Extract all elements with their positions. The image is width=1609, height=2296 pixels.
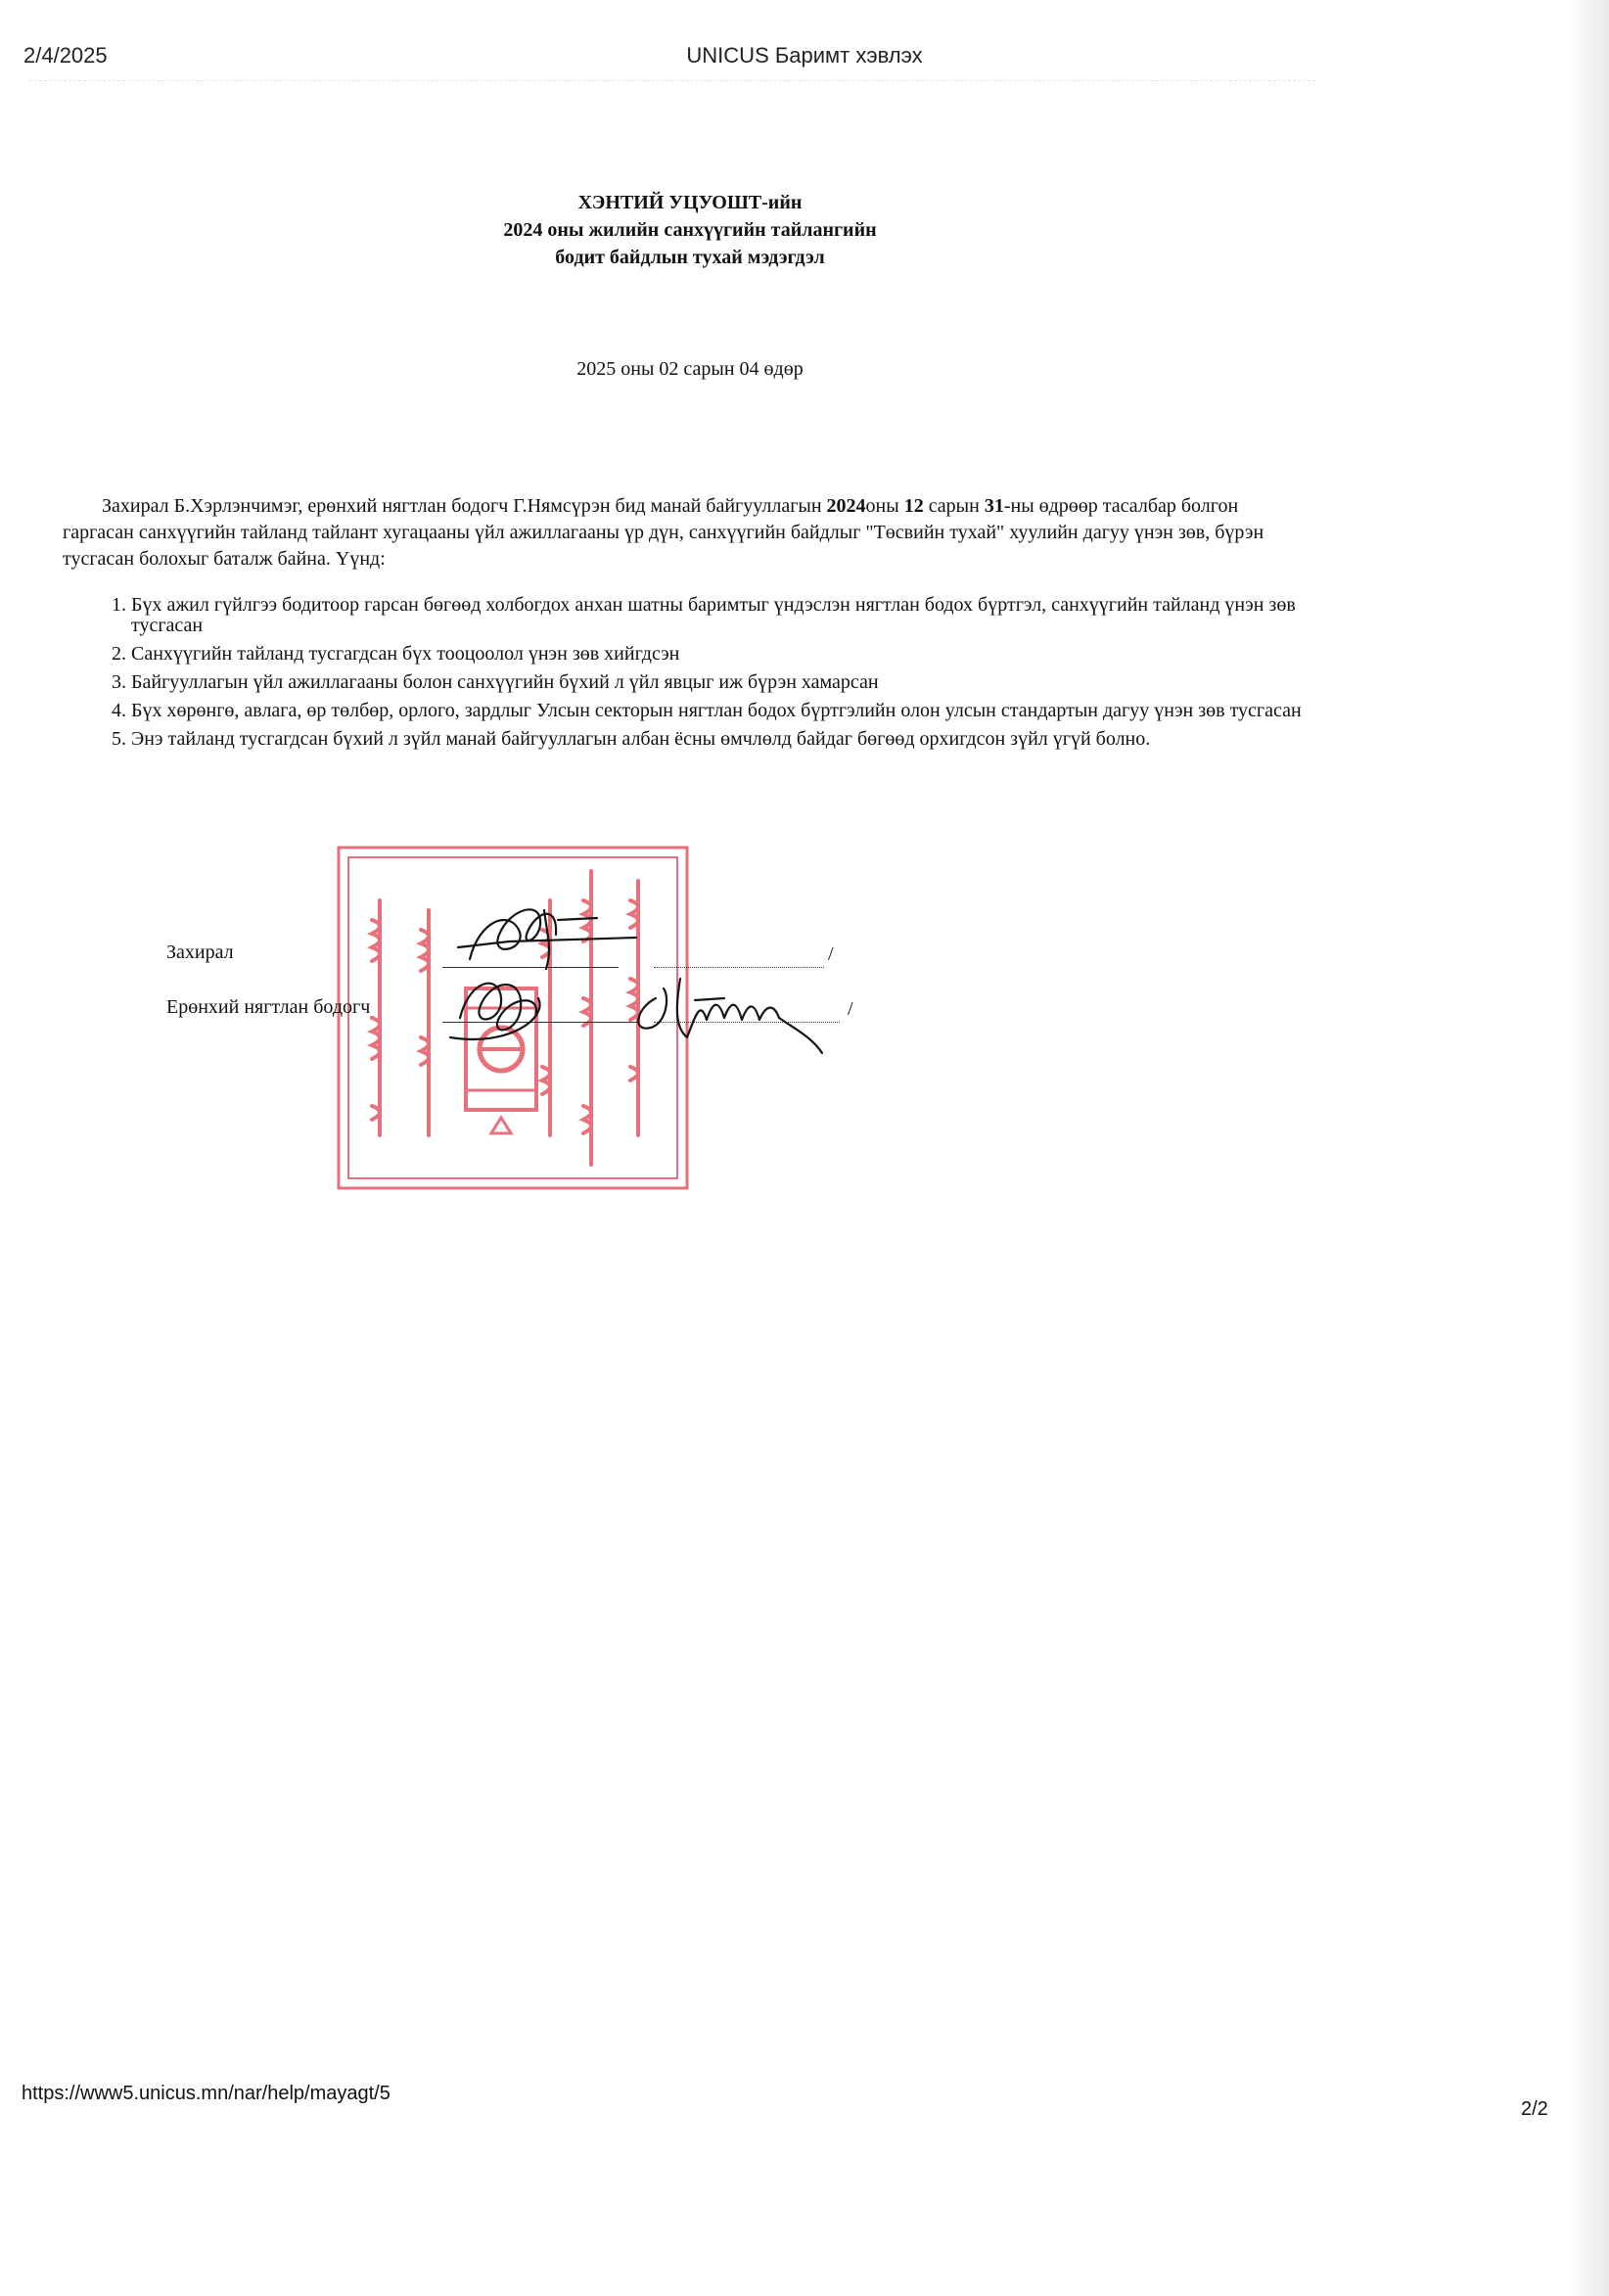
- document-title-line-3: бодит байдлын тухай мэдэгдэл: [555, 247, 825, 268]
- intro-text-1: Захирал Б.Хэрлэнчимэг, ерөнхий нягтлан бодогч Г.Нямсүрэн бид манай байгууллагын: [102, 495, 827, 517]
- accountant-label: Ерөнхий нягтлан бодогч: [166, 996, 371, 1018]
- print-date: 2/4/2025: [23, 43, 108, 68]
- print-title: UNICUS Баримт хэвлэх: [686, 43, 923, 68]
- intro-year: 2024: [826, 495, 866, 517]
- list-item: 3. Байгууллагын үйл ажиллагааны болон санхүүгийн бүхий л үйл явцыг иж бүрэн хамарсан: [131, 672, 1345, 693]
- document-date: 2025 оны 02 сарын 04 өдөр: [576, 358, 804, 380]
- intro-paragraph: [63, 493, 1306, 573]
- list-item: 1. Бүх ажил гүйлгээ бодитоор гарсан бөгөөд холбогдох анхан шатны баримтыг үндэслэн нягтлан бодох бүртгэл, санхүүгийн тайланд үнэн зөв тусгасан: [131, 595, 1345, 636]
- page-number: 2/2: [1521, 2098, 1548, 2120]
- director-name-slash: /: [828, 943, 834, 965]
- list-item: 5. Энэ тайланд тусгагдсан бүхий л зүйл манай байгууллагын албан ёсны өмчлөлд байдаг бөгөөд орхигдсон зүйл үгүй болно.: [131, 729, 1345, 750]
- statement-list: [92, 595, 1345, 758]
- document-title-line-1: ХЭНТИЙ УЦУОШТ-ийн: [577, 192, 803, 213]
- accountant-signature: [431, 959, 842, 1067]
- intro-month: 12: [903, 495, 924, 517]
- director-label: Захирал: [166, 941, 234, 963]
- intro-text-3: сарын: [923, 495, 985, 517]
- intro-day: 31: [984, 495, 1004, 517]
- list-item: 2. Санхүүгийн тайланд тусгагдсан бүх тооцоолол үнэн зөв хийгдсэн: [131, 644, 1345, 665]
- page-url: https://www5.unicus.mn/nar/help/mayagt/5: [22, 2083, 391, 2104]
- intro-text-4: -ны өдрөөр тасалбар болгон гаргасан санхүүгийн тайланд тайлант хугацааны үйл ажиллагааны үр дүн, санхүүгийн байдлыг "Төсвийн тухай" хуулийн дагуу үнэн зөв, бүрэн тусгасан болохыг баталж байна. Үүнд:: [63, 495, 1264, 570]
- accountant-name-slash: /: [848, 998, 853, 1020]
- document-title-line-2: 2024 оны жилийн санхүүгийн тайлангийн: [503, 219, 877, 241]
- intro-text-2: оны: [865, 495, 904, 517]
- header-divider: [29, 80, 1315, 81]
- list-item: 4. Бүх хөрөнгө, авлага, өр төлбөр, орлого, зардлыг Улсын секторын нягтлан бодох бүртгэлийн олон улсын стандартын дагуу үнэн зөв тусгасан: [131, 701, 1345, 721]
- scan-edge-shadow: [1566, 0, 1609, 2296]
